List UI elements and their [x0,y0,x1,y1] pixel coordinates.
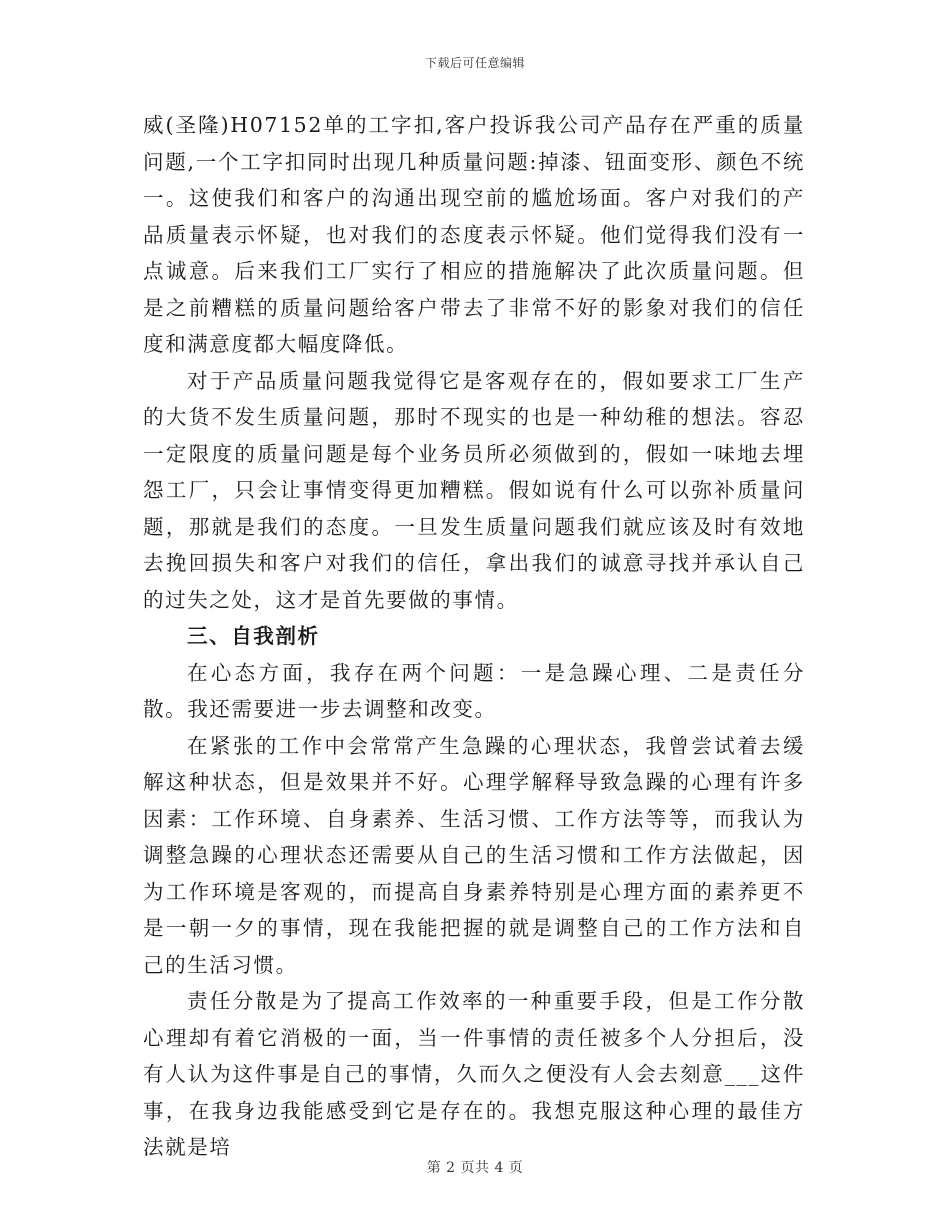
section-heading-self-analysis: 三、自我剖析 [187,624,320,648]
paragraph-responsibility: 责任分散是为了提高工作效率的一种重要手段，但是工作分散心理却有着它消极的一面，当一件事情的责任被多个人分担后，没有人认为这件事是自己的事情，久而久之便没有人会去刻意___这件事，在我身边我能感受到它是存在的。我想克服这种心理的最佳方法就是培 [143,989,805,1159]
paragraph-mindset: 在心态方面，我存在两个问题：一是急躁心理、二是责任分散。我还需要进一步去调整和改变。 [143,660,805,721]
document-body [143,107,805,1166]
page-header: 下载后可任意编辑 [424,56,525,70]
page-footer: 第 2 页共 4 页 [426,1160,524,1176]
paragraph-complaint: 威(圣隆)H07152单的工字扣,客户投诉我公司产品存在严重的质量问题,一个工字扣同时出现几种质量问题:掉漆、钮面变形、颜色不统一。这使我们和客户的沟通出现空前的尴尬场面。客户对我们的产品质量表示怀疑，也对我们的态度表示怀疑。他们觉得我们没有一点诚意。后来我们工厂实行了相应的措施解决了此次质量问题。但是之前糟糕的质量问题给客户带去了非常不好的影象对我们的信任度和满意度都大幅度降低。 [143,113,805,356]
paragraph-quality-attitude: 对于产品质量问题我觉得它是客观存在的，假如要求工厂生产的大货不发生质量问题，那时不现实的也是一种幼稚的想法。容忍一定限度的质量问题是每个业务员所必须做到的，假如一味地去埋怨工厂，只会让事情变得更加糟糕。假如说有什么可以弥补质量问题，那就是我们的态度。一旦发生质量问题我们就应该及时有效地去挽回损失和客户对我们的信任，拿出我们的诚意寻找并承认自己的过失之处，这才是首先要做的事情。 [143,368,805,612]
paragraph-impatience: 在紧张的工作中会常常产生急躁的心理状态，我曾尝试着去缓解这种状态，但是效果并不好。心理学解释导致急躁的心理有许多因素：工作环境、自身素养、生活习惯、工作方法等等，而我认为调整急躁的心理状态还需要从自己的生活习惯和工作方法做起，因为工作环境是客观的，而提高自身素养特别是心理方面的素养更不是一朝一夕的事情，现在我能把握的就是调整自己的工作方法和自己的生活习惯。 [143,733,805,977]
